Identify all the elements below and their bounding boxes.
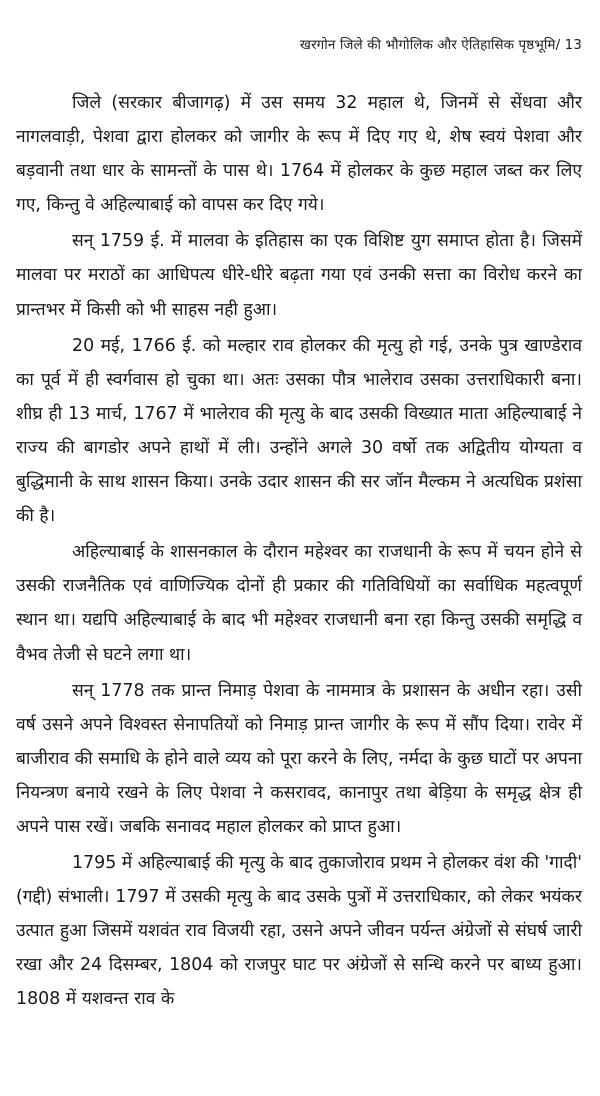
body-text xyxy=(16,86,582,1017)
paragraph: जिले (सरकार बीजागढ़) में उस समय 32 महाल थे, जिनमें से सेंधवा और नागलवाड़ी, पेशवा द्वारा होलकर को जागीर के रूप में दिए गए थे, शेष स्वयं पेशवा और बड़वानी तथा धार के सामन्तों के पास थे। 1764 में होलकर के कुछ महाल जब्त कर लिए गए, किन्तु वे अहिल्याबाई को वापस कर दिए गये। xyxy=(16,93,582,216)
paragraph: 20 मई, 1766 ई. को मल्हार राव होलकर की मृत्यु हो गई, उनके पुत्र खाण्डेराव का पूर्व में ही स्वर्गवास हो चुका था। अतः उसका पौत्र भालेराव उसका उत्तराधिकारी बना। शीघ्र ही 13 मार्च, 1767 में भालेराव की मृत्यु के बाद उसकी विख्यात माता अहिल्याबाई ने राज्य की बागडोर अपने हाथों में ली। उन्होंने अगले 30 वर्षो तक अद्वितीय योग्यता व बुद्धिमानी के साथ शासन किया। उनके उदार शासन की सर जॉन मैल्कम ने अत्यधिक प्रशंसा की है। xyxy=(16,335,582,527)
running-header: खरगोन जिले की भौगोलिक और ऐतिहासिक पृष्ठभूमि/ 13 xyxy=(299,37,582,53)
paragraph: सन् 1759 ई. में मालवा के इतिहास का एक विशिष्ट युग समाप्त होता है। जिसमें मालवा पर मराठों का आधिपत्य धीरे-धीरे बढ़ता गया एवं उनकी सत्ता का विरोध करने का प्रान्तभर में किसी को भी साहस नही हुआ। xyxy=(16,231,582,320)
paragraph: अहिल्याबाई के शासनकाल के दौरान महेश्वर का राजधानी के रूप में चयन होने से उसकी राजनैतिक एवं वाणिज्यिक दोनों ही प्रकार की गतिविधियों का सर्वाधिक महत्वपूर्ण स्थान था। यद्यपि अहिल्याबाई के बाद भी महेश्वर राजधानी बना रहा किन्तु उसकी समृद्धि व वैभव तेजी से घटने लगा था। xyxy=(16,542,582,665)
paragraph: 1795 में अहिल्याबाई की मृत्यु के बाद तुकाजोराव प्रथम ने होलकर वंश की 'गादी' (गद्दी) संभाली। 1797 में उसकी मृत्यु के बाद उसके पुत्रों में उत्तराधिकार, को लेकर भयंकर उत्पात हुआ जिसमें यशवंत राव विजयी रहा, उसने अपने जीवन पर्यन्त अंग्रेजों से संघर्ष जारी रखा और 24 दिसम्बर, 1804 को राजपुर घाट पर अंग्रेजों से सन्धि करने पर बाध्य हुआ। 1808 में यशवन्त राव के xyxy=(16,853,582,1010)
paragraph: सन् 1778 तक प्रान्त निमाड़ पेशवा के नाममात्र के प्रशासन के अधीन रहा। उसी वर्ष उसने अपने विश्वस्त सेनापतियों को निमाड़ प्रान्त जागीर के रूप में सौंप दिया। रावेर में बाजीराव की समाधि के होने वाले व्यय को पूरा करने के लिए, नर्मदा के कुछ घाटों पर अपना नियन्त्रण बनाये रखने के लिए पेशवा ने कसरावद, कानापुर तथा बेड़िया के समृद्ध क्षेत्र ही अपने पास रखें। जबकि सनावद महाल होलकर को प्राप्त हुआ। xyxy=(16,680,582,837)
